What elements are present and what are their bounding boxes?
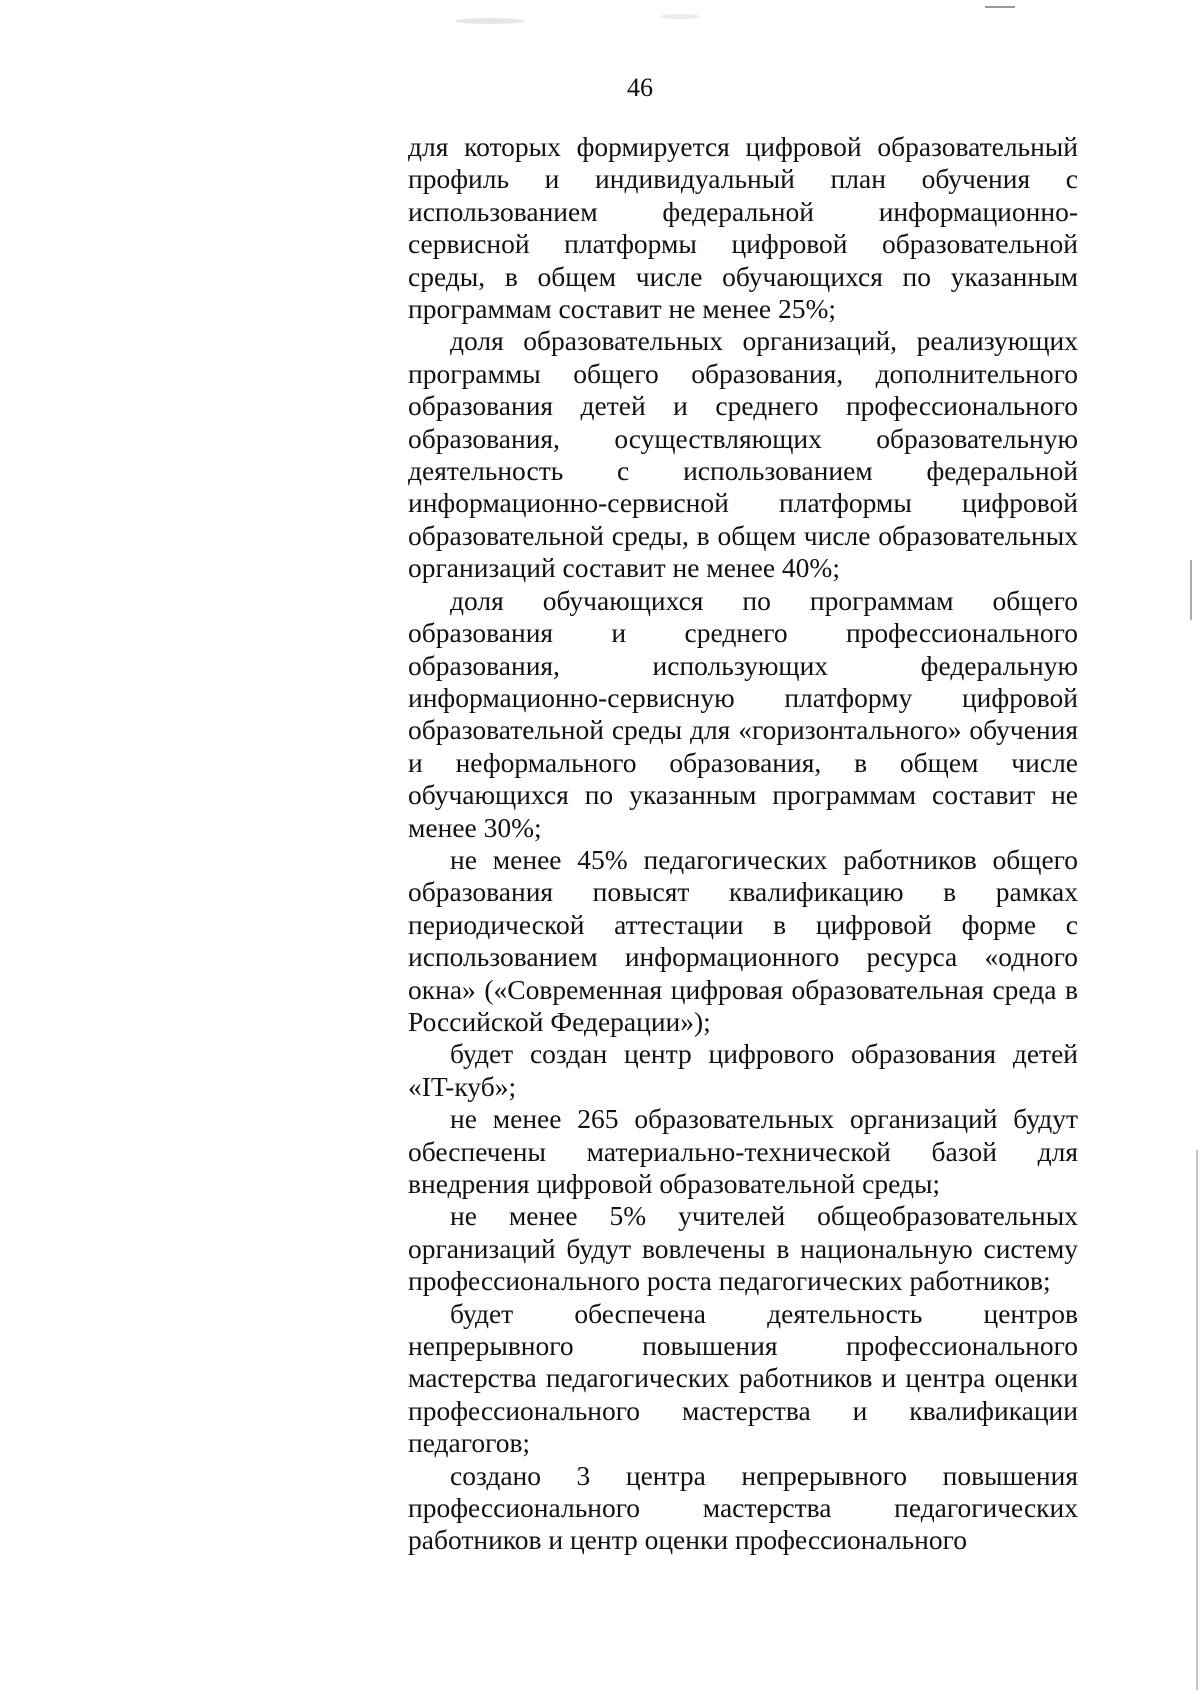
paragraph: не менее 265 образовательных организаций будут обеспечены материально-технической базой для внедрения цифровой образовательной среды; — [408, 1103, 1078, 1199]
paragraph: для которых формируется цифровой образовательный профиль и индивидуальный план обучения с использованием федеральной информационно-сервисной платформы цифровой образовательной среды, в общем числе обучающихся по указанным программам составит не менее 25%; — [408, 131, 1078, 325]
paragraph: создано 3 центра непрерывного повышения профессионального мастерства педагогических работников и центр оценки профессионального — [408, 1459, 1078, 1556]
scan-artifact — [985, 6, 1015, 8]
paragraph: доля образовательных организаций, реализующих программы общего образования, дополнительного образования детей и среднего профессионального образования, осуществляющих образовательную деятельность с использованием федеральной информационно-сервисной платформы цифровой образовательной среды, в общем числе образовательных организаций составит не менее 40%; — [408, 325, 1078, 584]
paragraph: доля обучающихся по программам общего образования и среднего профессионального образования, использующих федеральную информационно-сервисную платформу цифровой образовательной среды для «горизонтального» обучения и неформального образования, в общем числе обучающихся по указанным программам составит не менее 30%; — [408, 584, 1078, 843]
document-body — [408, 131, 1078, 1557]
paragraph: не менее 45% педагогических работников общего образования повысят квалификацию в рамках периодической аттестации в цифровой форме с использованием информационного ресурса «одного окна» («Современная цифровая образовательная среда в Российской Федерации»); — [408, 843, 1078, 1037]
paragraph: будет обеспечена деятельность центров непрерывного повышения профессионального мастерства педагогических работников и центра оценки профессионального мастерства и квалификации педагогов; — [408, 1297, 1078, 1459]
page-number: 46 — [627, 73, 653, 102]
scan-artifact — [1196, 1150, 1198, 1690]
scan-artifact — [455, 18, 525, 24]
paragraph: будет создан центр цифрового образования детей «IT-куб»; — [408, 1038, 1078, 1102]
paragraph: не менее 5% учителей общеобразовательных организаций будут вовлечены в национальную систему профессионального роста педагогических работников; — [408, 1200, 1078, 1297]
scan-artifact — [1190, 560, 1192, 620]
scan-artifact — [660, 14, 700, 19]
